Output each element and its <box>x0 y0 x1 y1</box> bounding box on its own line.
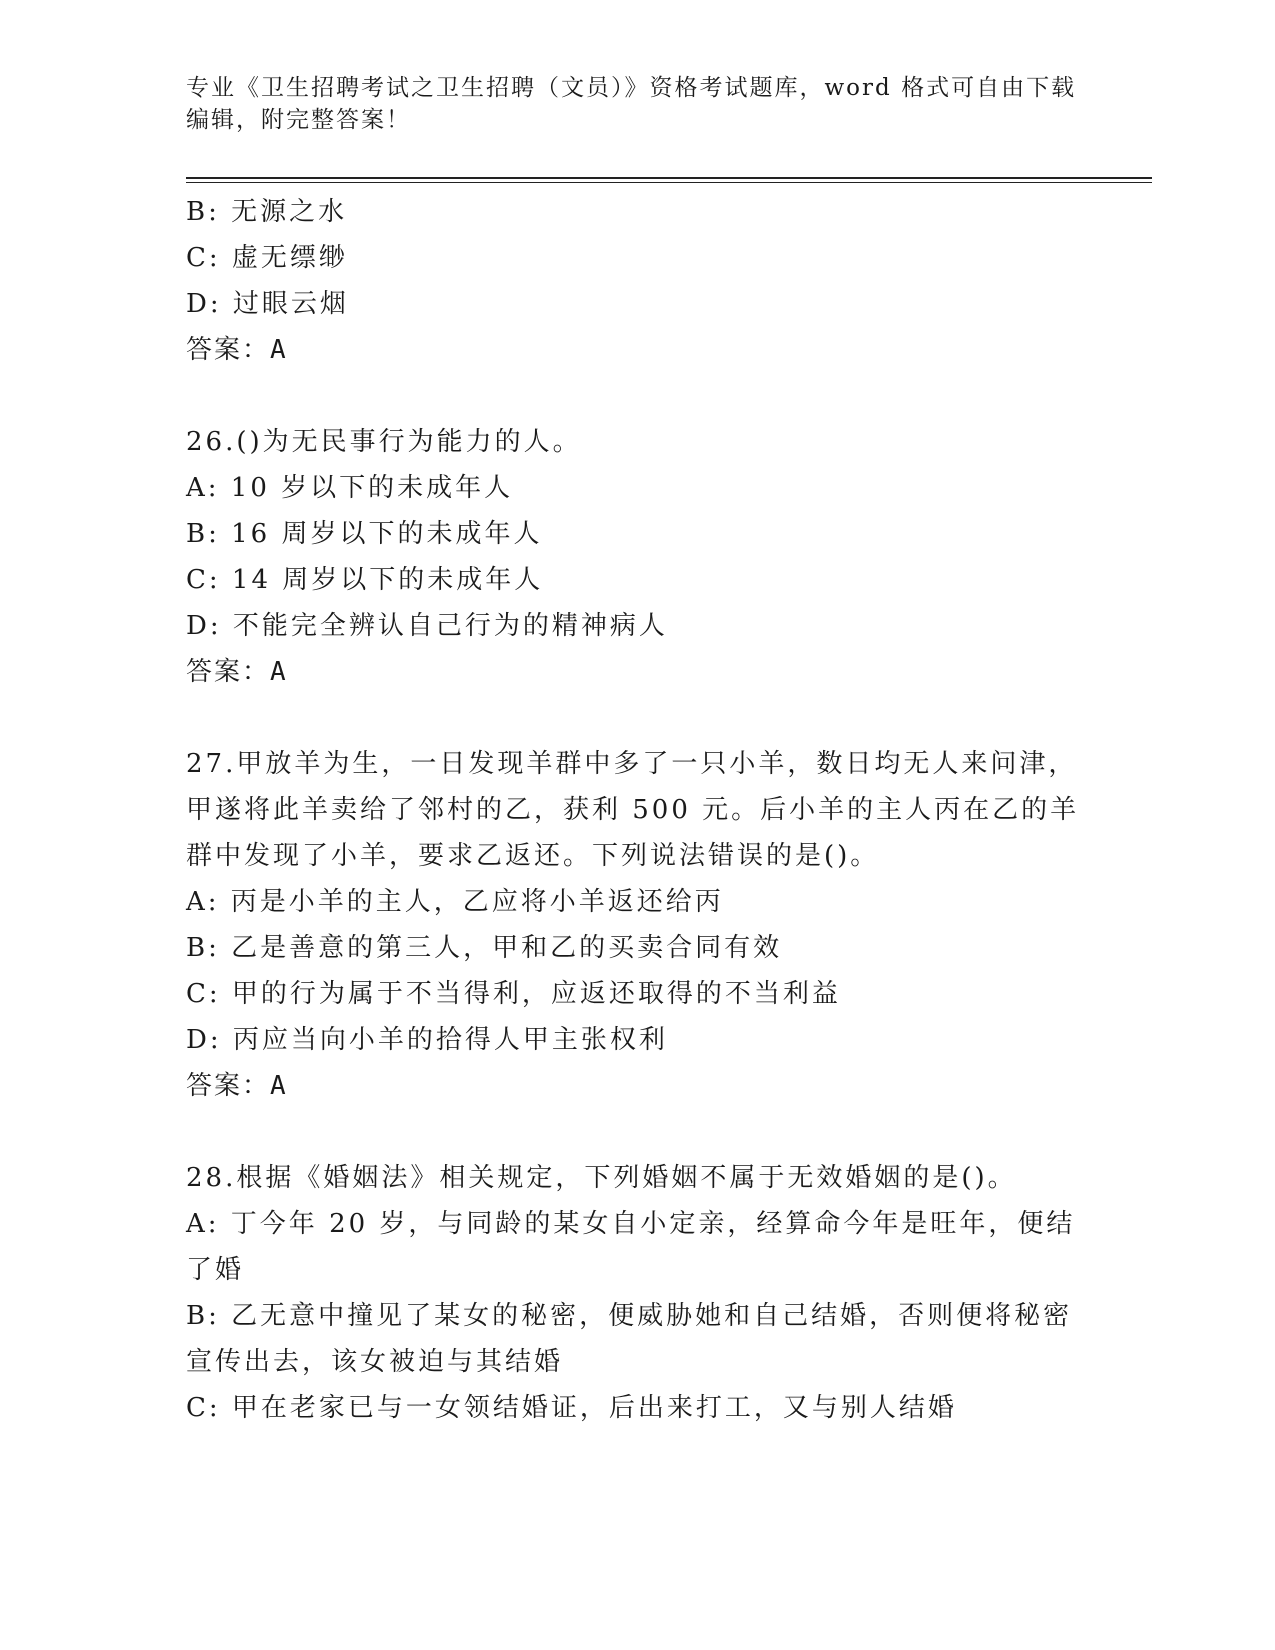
option-line: C: 14 周岁以下的未成年人 <box>186 565 544 595</box>
question-stem-line: 27.甲放羊为生，一日发现羊群中多了一只小羊，数日均无人来问津， <box>186 749 1078 779</box>
option-line: C: 甲的行为属于不当得利，应返还取得的不当利益 <box>186 979 841 1009</box>
question-block <box>186 741 1086 1109</box>
question-stem-line: 群中发现了小羊，要求乙返还。下列说法错误的是()。 <box>186 841 880 871</box>
previous-question-tail <box>186 189 1086 373</box>
header-rule-thin <box>186 182 1152 183</box>
question-content <box>186 189 1086 1431</box>
question-spacer <box>186 695 1086 741</box>
option-b: B: 无源之水 <box>186 197 348 227</box>
question-block <box>186 1155 1086 1431</box>
question-spacer <box>186 1109 1086 1155</box>
option-line: 了婚 <box>186 1255 245 1285</box>
question-stem-line: 甲遂将此羊卖给了邻村的乙，获利 500 元。后小羊的主人丙在乙的羊 <box>186 795 1080 825</box>
answer-line: 答案：A <box>186 1071 288 1101</box>
option-c: C: 虚无缥缈 <box>186 243 348 273</box>
questions-list <box>186 373 1086 1431</box>
option-line: A: 丙是小羊的主人，乙应将小羊返还给丙 <box>186 887 724 917</box>
option-d: D: 过眼云烟 <box>186 289 349 319</box>
option-line: D: 丙应当向小羊的拾得人甲主张权利 <box>186 1025 668 1055</box>
option-line: A: 10 岁以下的未成年人 <box>186 473 514 503</box>
option-line: B: 乙是善意的第三人，甲和乙的买卖合同有效 <box>186 933 783 963</box>
question-block <box>186 419 1086 695</box>
option-line: C: 甲在老家已与一女领结婚证，后出来打工，又与别人结婚 <box>186 1393 957 1423</box>
option-line: B: 16 周岁以下的未成年人 <box>186 519 543 549</box>
answer-line: 答案：A <box>186 335 288 365</box>
option-line: A: 丁今年 20 岁，与同龄的某女自小定亲，经算命今年是旺年，便结 <box>186 1209 1076 1239</box>
question-stem-line: 28.根据《婚姻法》相关规定，下列婚姻不属于无效婚姻的是()。 <box>186 1163 1017 1193</box>
header-rule-thick <box>186 177 1152 179</box>
document-header <box>186 72 1086 136</box>
header-line-1: 专业《卫生招聘考试之卫生招聘（文员）》资格考试题库，word 格式可自由下载 <box>186 75 1077 101</box>
option-line: 宣传出去，该女被迫与其结婚 <box>186 1347 564 1377</box>
header-line-2: 编辑，附完整答案！ <box>186 107 411 133</box>
option-line: D: 不能完全辨认自己行为的精神病人 <box>186 611 668 641</box>
answer-line: 答案：A <box>186 657 288 687</box>
question-stem-line: 26.()为无民事行为能力的人。 <box>186 427 582 457</box>
option-line: B: 乙无意中撞见了某女的秘密，便威胁她和自己结婚，否则便将秘密 <box>186 1301 1073 1331</box>
question-spacer <box>186 373 1086 419</box>
